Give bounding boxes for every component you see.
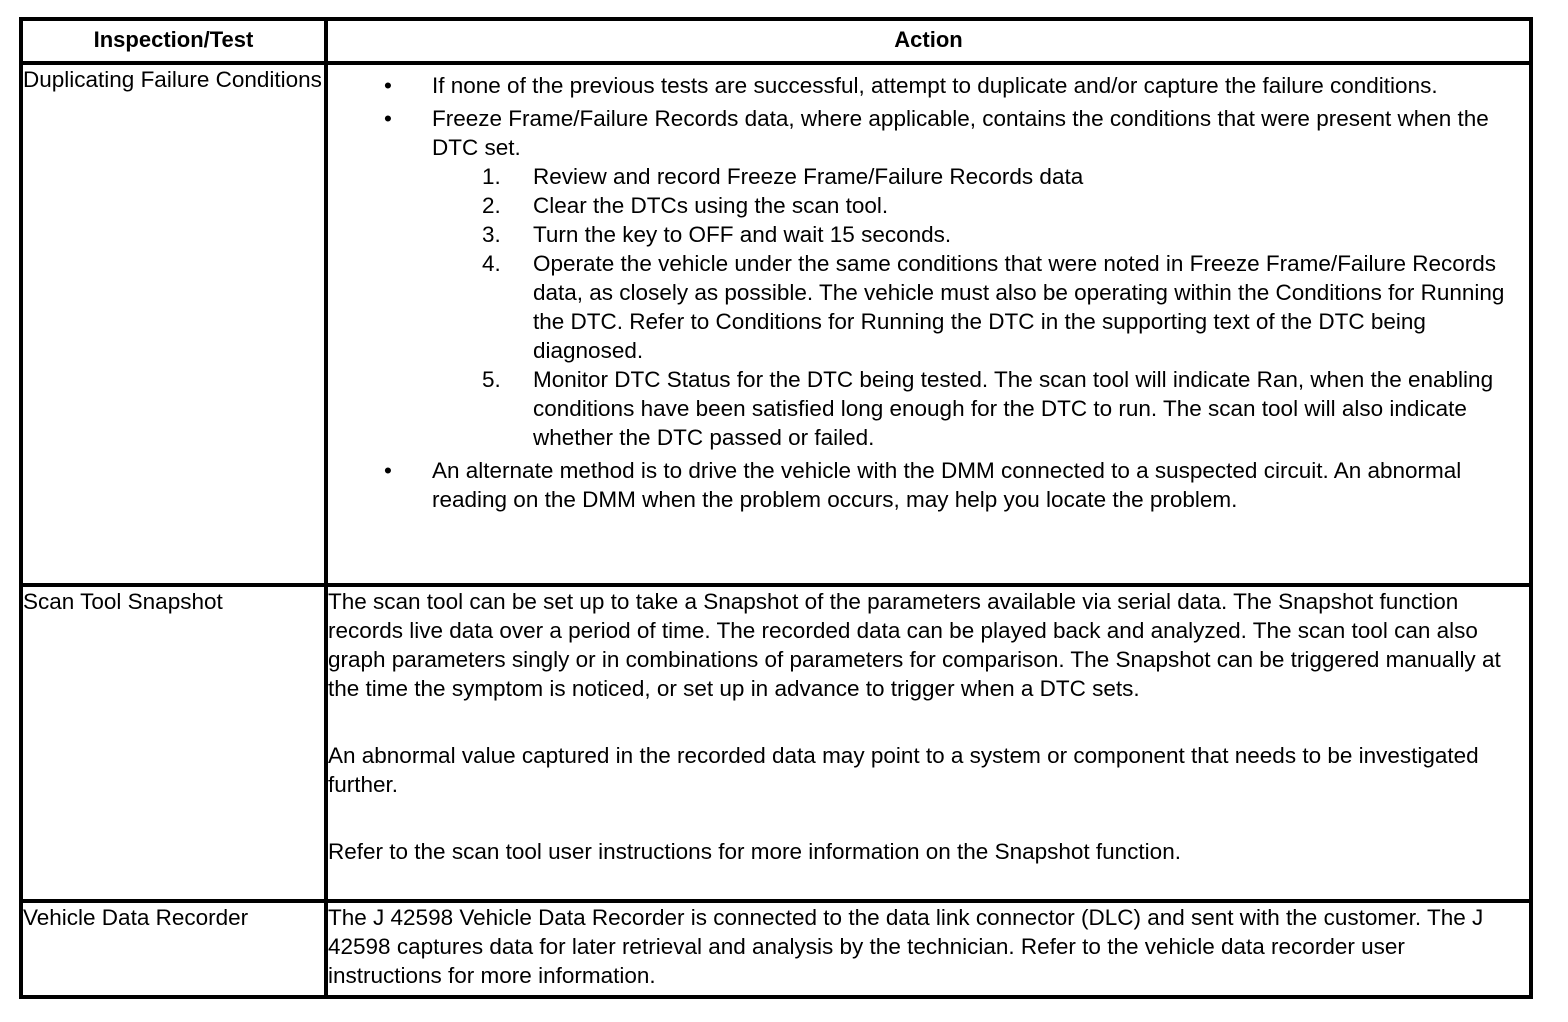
- bullet-dot-icon: •: [384, 73, 392, 98]
- inspection-action-table: [19, 17, 1533, 999]
- step-text: Operate the vehicle under the same conditions that were noted in Freeze Frame/Failure Records data, as closely as possible. The vehicle must also be operating within the Conditions for Running the DTC. Refer to Conditions for Running the DTC in the supporting text of the DTC being diagnosed.: [533, 251, 1505, 363]
- table-header-row: [21, 19, 1531, 63]
- step-number: 5.: [482, 367, 501, 392]
- step-item: [432, 365, 1509, 452]
- action-paragraph: Refer to the scan tool user instructions for more information on the Snapshot function.: [328, 839, 1181, 864]
- table-row: [21, 585, 1531, 901]
- step-item: [432, 191, 1509, 220]
- step-number: 2.: [482, 193, 501, 218]
- column-header-action: Action: [326, 19, 1531, 63]
- step-list: [432, 162, 1509, 452]
- inspection-label: Vehicle Data Recorder: [21, 901, 326, 997]
- step-text: Review and record Freeze Frame/Failure Records data: [533, 164, 1084, 189]
- action-paragraph: The J 42598 Vehicle Data Recorder is connected to the data link connector (DLC) and sent with the customer. The J 42598 captures data for later retrieval and analysis by the technician. Refer to the vehicle data recorder user instructions for more information.: [328, 905, 1484, 988]
- step-number: 4.: [482, 251, 501, 276]
- bullet-dot-icon: •: [384, 458, 392, 483]
- action-paragraph: An abnormal value captured in the recorded data may point to a system or component that needs to be investigated further.: [328, 743, 1479, 797]
- step-number: 1.: [482, 164, 501, 189]
- step-number: 3.: [482, 222, 501, 247]
- bullet-dot-icon: •: [384, 106, 392, 131]
- action-cell: [326, 585, 1531, 901]
- step-item: [432, 220, 1509, 249]
- action-paragraph: The scan tool can be set up to take a Snapshot of the parameters available via serial data. The Snapshot function records live data over a period of time. The recorded data can be played back and analyzed. The scan tool can also graph parameters singly or in combinations of parameters for comparison. The Snapshot can be triggered manually at the time the symptom is noticed, or set up in advance to trigger when a DTC sets.: [328, 589, 1501, 701]
- inspection-label: Duplicating Failure Conditions: [21, 63, 326, 585]
- action-cell: [326, 63, 1531, 585]
- action-bullet-list: [328, 71, 1529, 514]
- bullet-text: An alternate method is to drive the vehicle with the DMM connected to a suspected circuit. An abnormal reading on the DMM when the problem occurs, may help you locate the problem.: [432, 458, 1462, 512]
- inspection-label: Scan Tool Snapshot: [21, 585, 326, 901]
- step-item: [432, 249, 1509, 365]
- column-header-inspection: Inspection/Test: [21, 19, 326, 63]
- step-text: Monitor DTC Status for the DTC being tested. The scan tool will indicate Ran, when the enabling conditions have been satisfied long enough for the DTC to run. The scan tool will also indicate whether the DTC passed or failed.: [533, 367, 1494, 450]
- bullet-item: [328, 456, 1529, 514]
- bullet-text: If none of the previous tests are successful, attempt to duplicate and/or capture the failure conditions.: [432, 73, 1438, 98]
- bullet-item: [328, 104, 1529, 452]
- table-row: [21, 63, 1531, 585]
- table-row: [21, 901, 1531, 997]
- action-cell: [326, 901, 1531, 997]
- step-item: [432, 162, 1509, 191]
- bullet-text: Freeze Frame/Failure Records data, where applicable, contains the conditions that were present when the DTC set.: [432, 106, 1489, 160]
- bullet-item: [328, 71, 1529, 100]
- step-text: Turn the key to OFF and wait 15 seconds.: [533, 222, 952, 247]
- step-text: Clear the DTCs using the scan tool.: [533, 193, 889, 218]
